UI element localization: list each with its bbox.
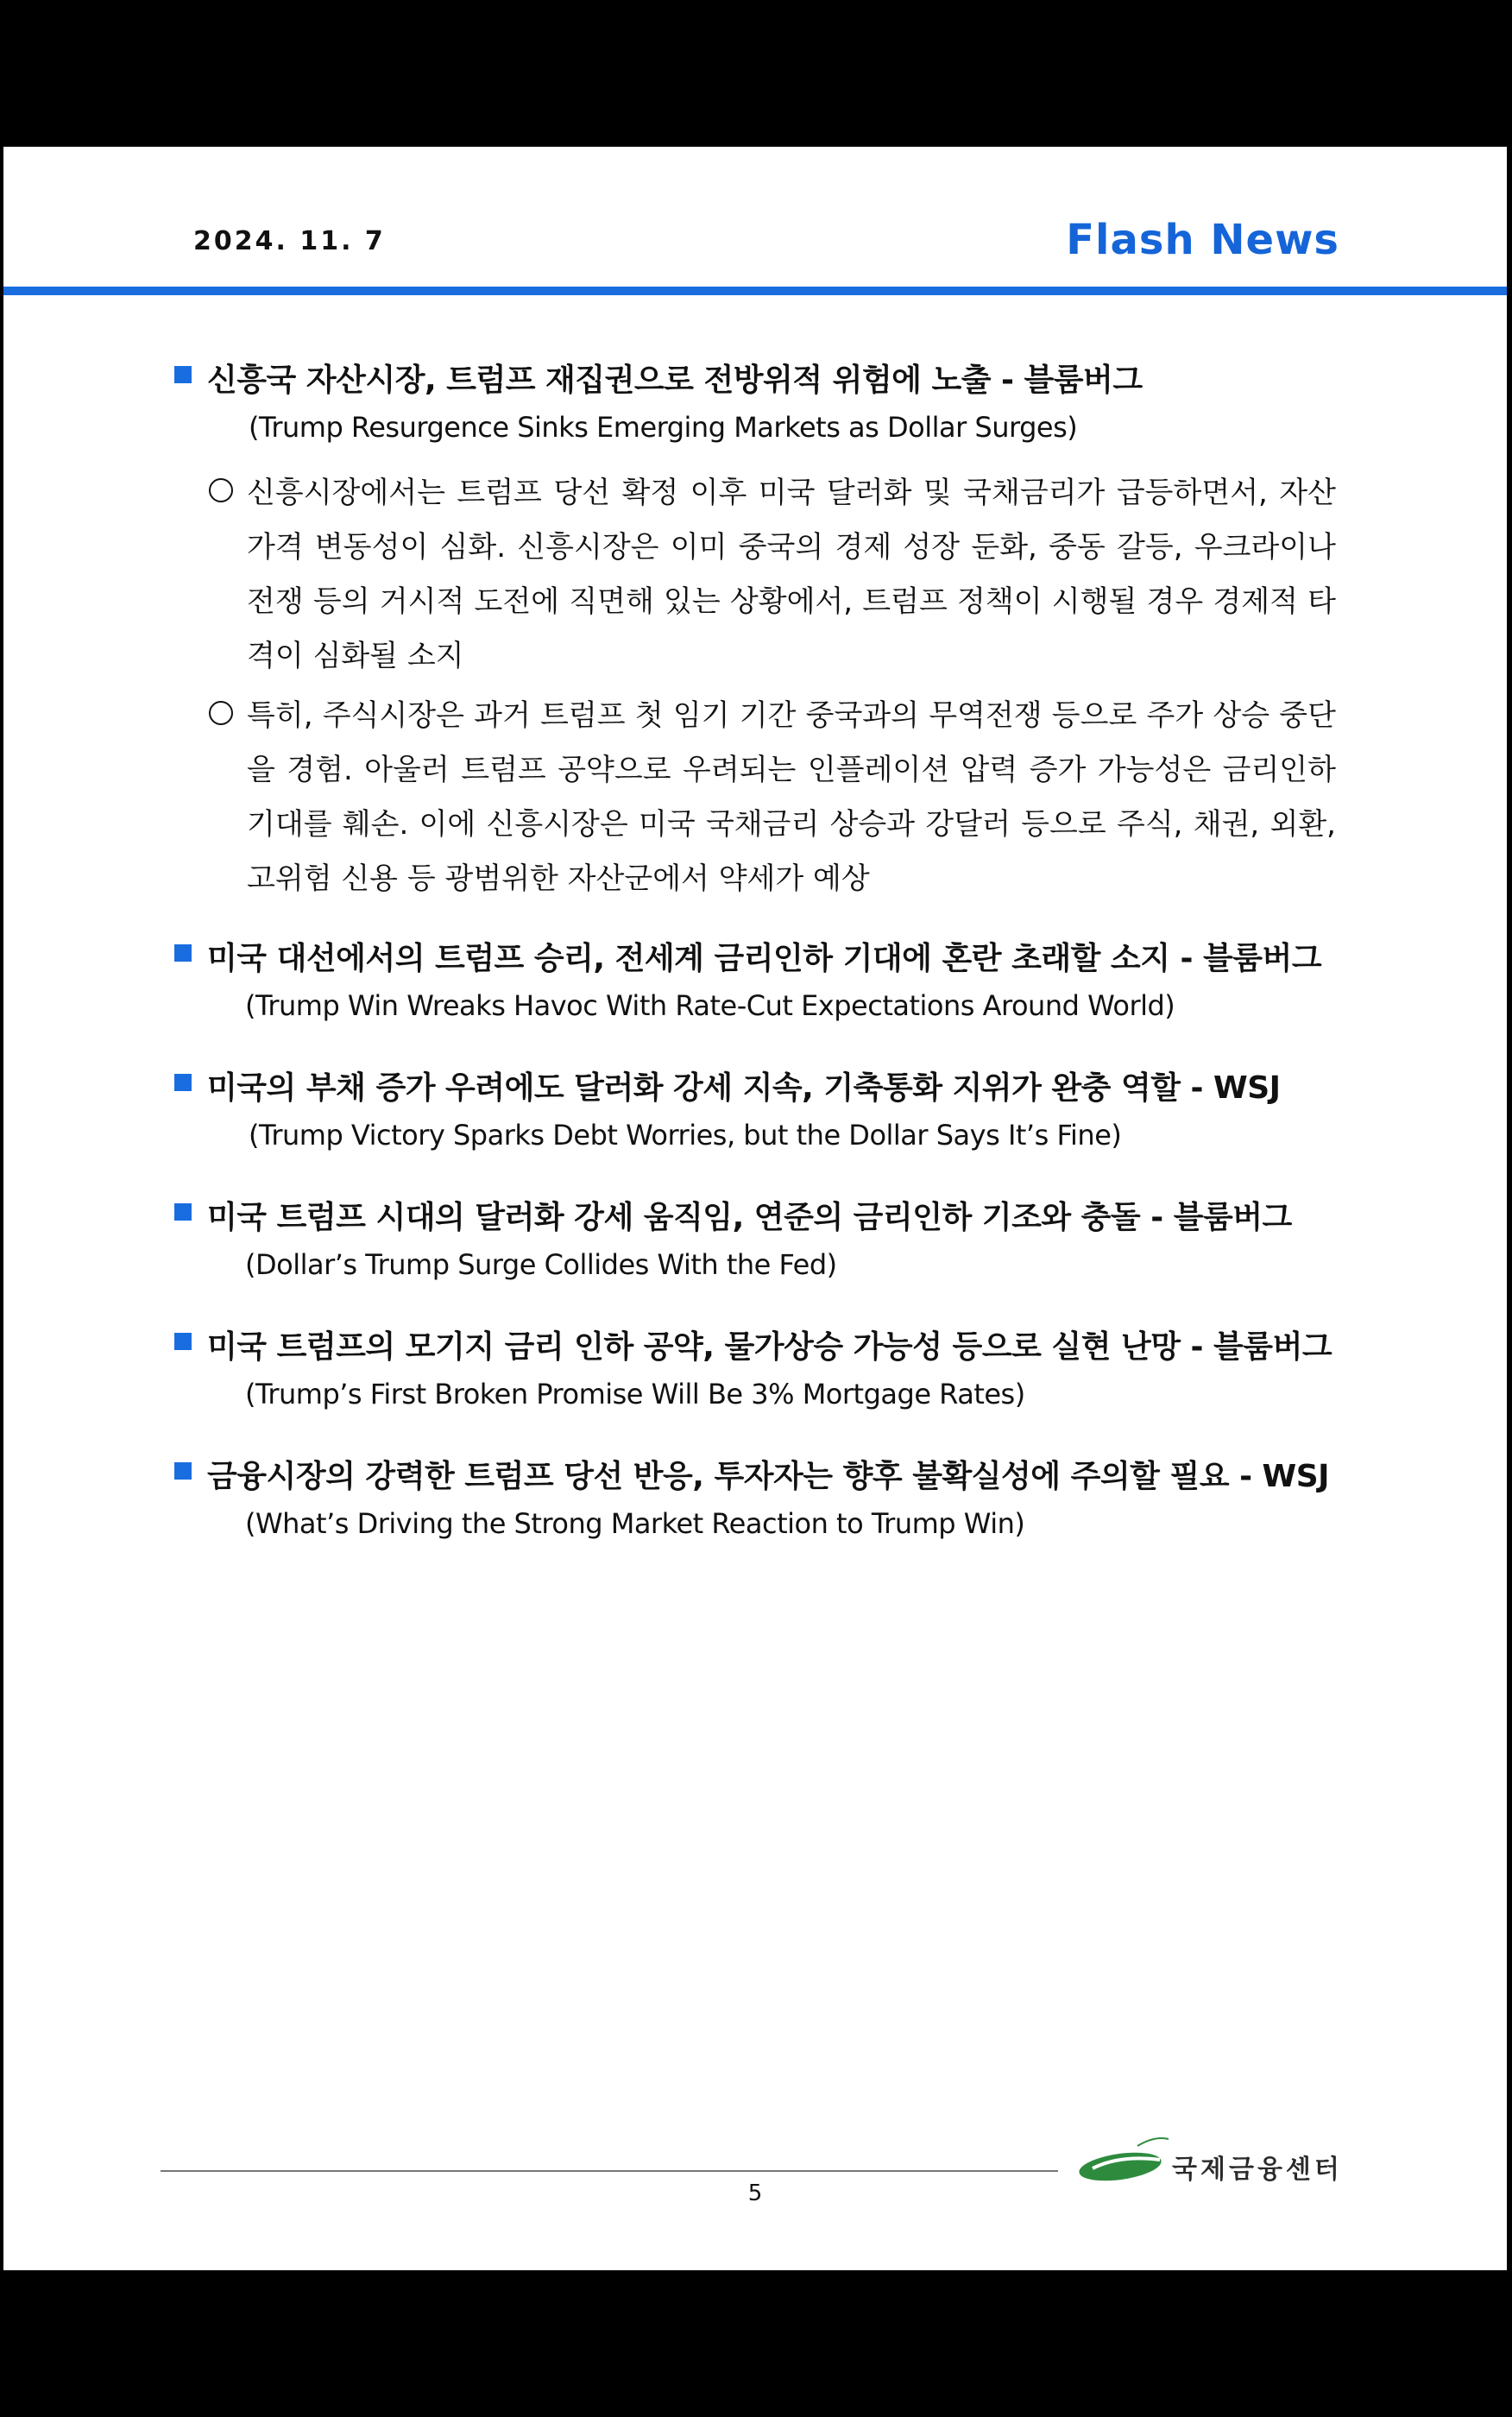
headline-text: 미국 대선에서의 트럼프 승리, 전세계 금리인하 기대에 혼란 초래할 소지 - 블룸버그 [207, 941, 1322, 976]
kcif-logo [1077, 2134, 1388, 2186]
page-number: 5 [747, 2180, 763, 2206]
headline-4 [207, 1193, 1292, 1237]
paragraph-text: 신흥시장에서는 트럼프 당선 확정 이후 미국 달러화 및 국채금리가 급등하면서, 자산가격 변동성이 심화. 신흥시장은 이미 중국의 경제 성장 둔화, 중동 갈등, 우크라이나 전쟁 등의 거시적 도전에 직면해 있는 상황에서, 트럼프 정책이 시행될 경우 경제적 타격이 심화될 소지 [247, 476, 1336, 673]
paragraph-2 [247, 689, 1336, 906]
headline-1 [207, 356, 1143, 400]
square-bullet-icon [174, 1074, 192, 1091]
subtitle-2: (Trump Win Wreaks Havoc With Rate-Cut Expectations Around World) [245, 989, 1175, 1022]
subtitle-6: (What’s Driving the Strong Market Reaction to Trump Win) [245, 1507, 1025, 1540]
report-date: 2024. 11. 7 [193, 226, 386, 256]
report-title: Flash News [1066, 216, 1339, 264]
headline-2 [207, 934, 1321, 978]
subtitle-1: (Trump Resurgence Sinks Emerging Markets as Dollar Surges) [249, 411, 1078, 444]
subtitle-4: (Dollar’s Trump Surge Collides With the Fed) [245, 1248, 837, 1281]
footer-rule [161, 2170, 1058, 2172]
logo-text: 국제금융센터 [1172, 2155, 1343, 2185]
paragraph-text: 특히, 주식시장은 과거 트럼프 첫 임기 기간 중국과의 무역전쟁 등으로 주가 상승 중단을 경험. 아울러 트럼프 공약으로 우려되는 인플레이션 압력 증가 가능성은 금리인하 기대를 훼손. 이에 신흥시장은 미국 국채금리 상승과 강달러 등으로 주식, 채권, 외환, 고위험 신용 등 광범위한 자산군에서 약세가 예상 [247, 698, 1336, 896]
headline-text: 신흥국 자산시장, 트럼프 재집권으로 전방위적 위험에 노출 - 블룸버그 [207, 363, 1143, 398]
circle-bullet-icon [209, 478, 233, 502]
headline-3 [207, 1063, 1281, 1108]
headline-text: 미국 트럼프의 모기지 금리 인하 공약, 물가상승 가능성 등으로 실현 난망 - 블룸버그 [207, 1329, 1332, 1365]
subtitle-5: (Trump’s First Broken Promise Will Be 3% Mortgage Rates) [245, 1378, 1025, 1410]
headline-text: 미국의 부채 증가 우려에도 달러화 강세 지속, 기축통화 지위가 완충 역할 - WSJ [207, 1070, 1281, 1106]
logo-emblem-icon [1077, 2134, 1172, 2186]
header-rule [3, 287, 1507, 295]
square-bullet-icon [174, 366, 192, 383]
headline-text: 미국 트럼프 시대의 달러화 강세 움직임, 연준의 금리인하 기조와 충돌 - 블룸버그 [207, 1200, 1292, 1235]
square-bullet-icon [174, 1203, 192, 1221]
paragraph-1 [247, 466, 1336, 684]
headline-6 [207, 1452, 1329, 1496]
square-bullet-icon [174, 1333, 192, 1350]
circle-bullet-icon [209, 701, 233, 725]
headline-5 [207, 1322, 1332, 1366]
document-page [3, 147, 1507, 2270]
square-bullet-icon [174, 944, 192, 962]
subtitle-3: (Trump Victory Sparks Debt Worries, but the Dollar Says It’s Fine) [249, 1119, 1122, 1152]
headline-text: 금융시장의 강력한 트럼프 당선 반응, 투자자는 향후 불확실성에 주의할 필요 - WSJ [207, 1459, 1330, 1494]
square-bullet-icon [174, 1462, 192, 1480]
page-header [3, 147, 1507, 295]
